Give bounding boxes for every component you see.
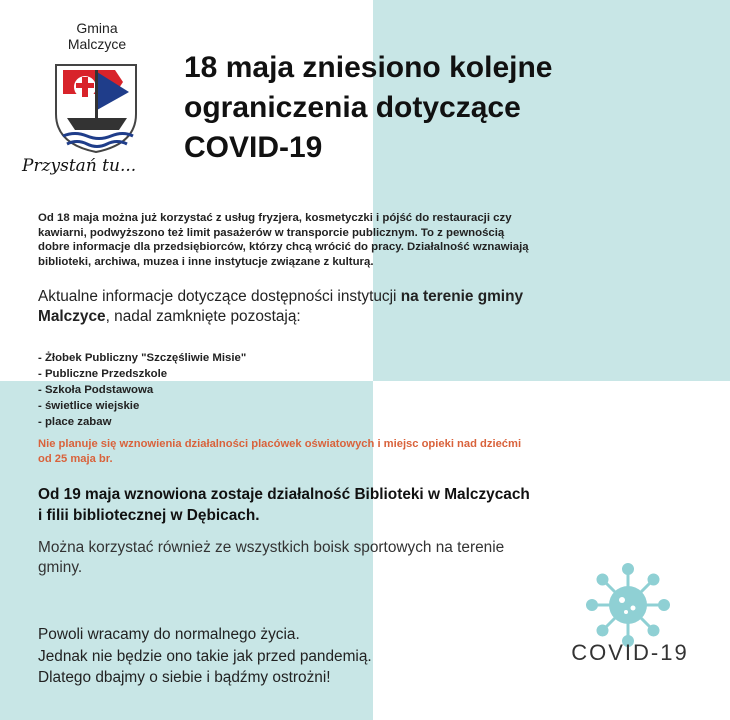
title-line: ograniczenia dotyczące (184, 91, 521, 124)
intro-line: dobre informacje dla przedsiębiorców, którzy chcą wrócić do pracy. Działalność wznawiają (38, 241, 529, 253)
closing-line: Jednak nie będzie ono takie jak przed pandemią. (38, 647, 372, 665)
library-line: Od 19 maja wznowiona zostaje działalność Biblioteki w Malczycach (38, 486, 530, 503)
intro-line: kawiarni, podwyższono też limit pasażerów w transporcie publicznym. To z pewnością (38, 226, 505, 239)
logo-slogan: Przystań tu... (22, 156, 137, 176)
intro-line: Od 18 maja można już korzystać z usług fryzjera, kosmetyczki i pójść do restauracji czy (38, 212, 512, 224)
page-title (184, 48, 724, 168)
closing-line: Powoli wracamy do normalnego życia. (38, 626, 300, 643)
closing-message (38, 624, 518, 689)
list-item: - Szkoła Podstawowa (38, 384, 154, 396)
closed-institutions-list (38, 350, 246, 430)
title-line: COVID-19 (184, 131, 323, 164)
sports-line: gminy. (38, 559, 83, 576)
list-item: - świetlice wiejskie (38, 400, 140, 412)
covid-label: COVID-19 (571, 640, 689, 665)
closing-line: Dlatego dbajmy o siebie i bądźmy ostrożni! (38, 669, 331, 686)
logo-name (52, 20, 142, 52)
sports-line: Można korzystać również ze wszystkich boisk sportowych na terenie (38, 539, 505, 556)
info-text: , nadal zamknięte pozostają: (105, 308, 301, 325)
coat-of-arms-icon (53, 62, 139, 154)
note-line: od 25 maja br. (38, 453, 113, 465)
list-item: - Publiczne Przedszkole (38, 368, 168, 380)
schools-note (38, 437, 718, 467)
intro-paragraph (38, 211, 718, 269)
library-announcement (38, 484, 718, 526)
intro-line: biblioteki, archiwa, muzea i inne instytucje związane z kulturą. (38, 255, 374, 268)
library-line: i filii bibliotecznej w Dębicach. (38, 507, 260, 524)
coronavirus-icon (586, 563, 670, 647)
info-bold: Malczyce (38, 308, 106, 325)
note-line: Nie planuje się wznowienia działalności placówek oświatowych i miejsc opieki nad dziećmi (38, 438, 522, 450)
list-item: - place zabaw (38, 416, 112, 428)
info-bold: na terenie gminy (400, 288, 524, 305)
logo-name-line2: Malczyce (67, 36, 127, 52)
title-line: 18 maja zniesiono kolejne (184, 51, 553, 84)
list-item: - Żłobek Publiczny "Szczęśliwie Misie" (38, 352, 247, 364)
logo-name-line1: Gmina (76, 20, 118, 36)
institutions-info (38, 287, 718, 327)
gmina-logo (20, 20, 170, 190)
info-text: Aktualne informacje dotyczące dostępności instytucji (38, 288, 401, 305)
